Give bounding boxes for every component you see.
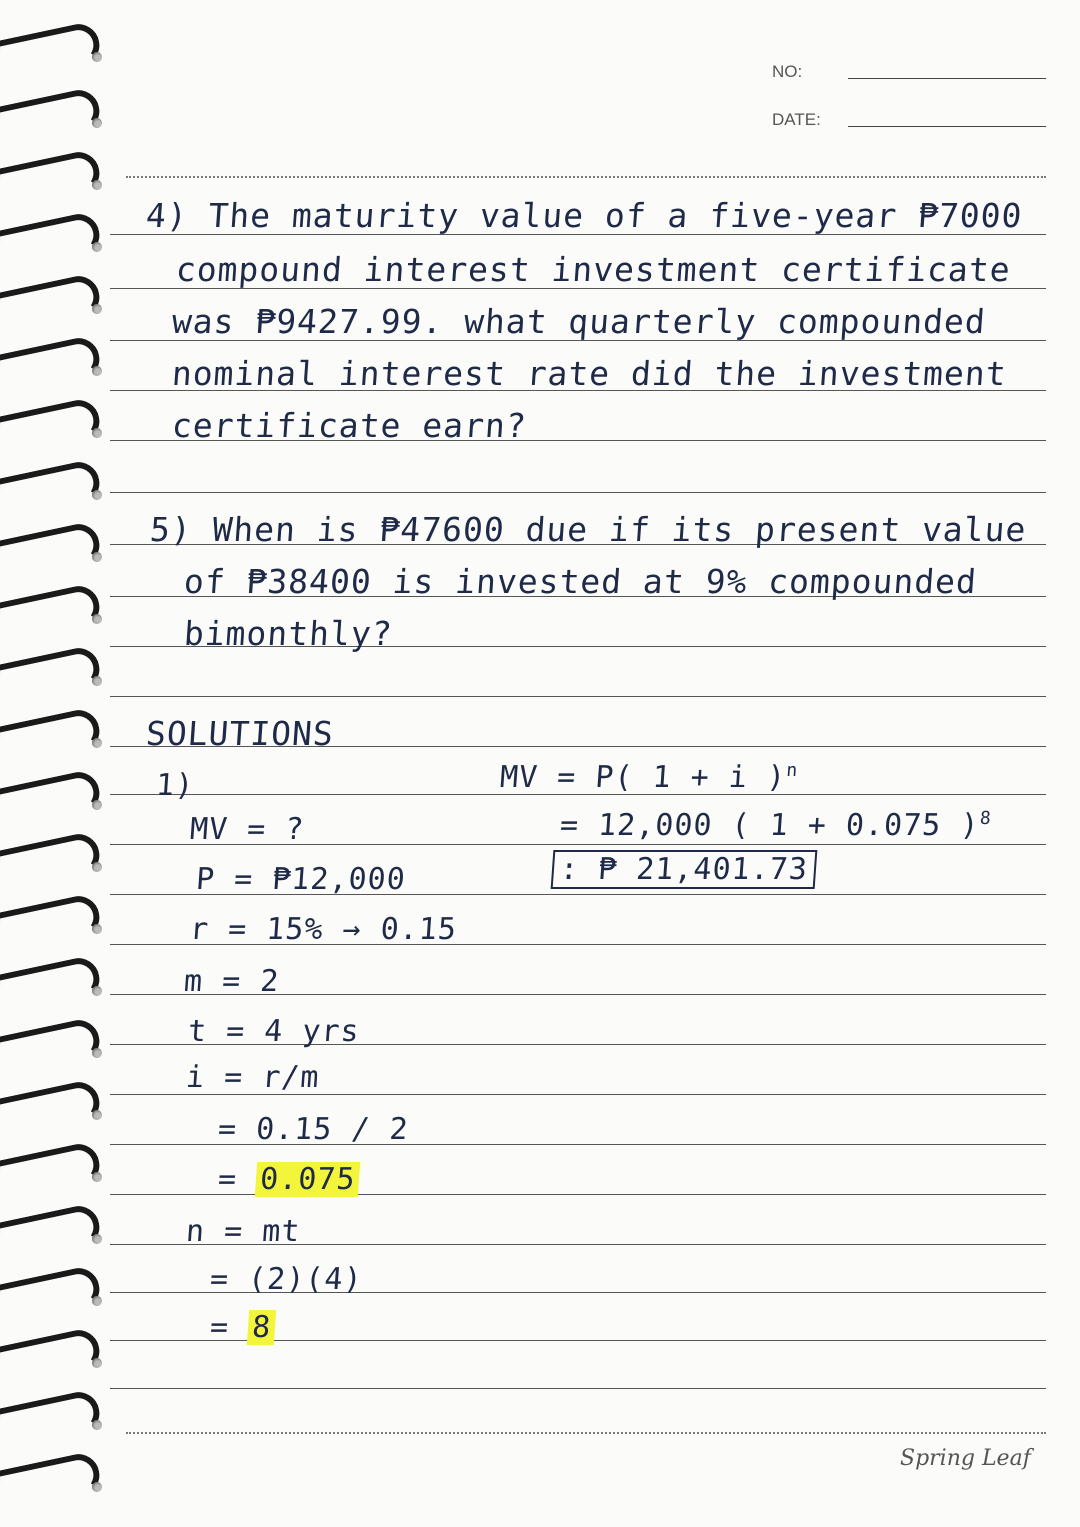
problem-5-line: bimonthly? (182, 614, 395, 653)
answer-box: : ₱ 21,401.73 (551, 850, 818, 889)
problem-4-line: certificate earn? (170, 406, 529, 445)
ruled-line (110, 492, 1046, 493)
given-mv: MV = ? (188, 812, 306, 847)
given-t: t = 4 yrs (186, 1014, 361, 1049)
spiral-binding (0, 0, 120, 1527)
equals-sign: = (208, 1310, 231, 1345)
ruled-line (110, 696, 1046, 697)
solution-number: 1) (154, 768, 196, 803)
ruled-line (110, 1388, 1046, 1389)
given-rate: r = 15% → 0.15 (188, 912, 459, 947)
final-answer (551, 852, 817, 887)
bottom-dotted-line (126, 1432, 1046, 1434)
problem-4-line: 4) The maturity value of a five-year ₱7000 (144, 196, 1024, 235)
no-field-line (848, 78, 1046, 79)
mv-formula-exponent: n (785, 760, 800, 781)
mv-substitution-exponent: 8 (979, 808, 993, 829)
mv-substitution (559, 808, 993, 843)
problem-4-line: compound interest investment certificate (174, 250, 1013, 289)
given-m: m = 2 (182, 964, 281, 999)
mv-formula-base: MV = P( 1 + i ) (498, 760, 788, 795)
formula-i: i = r/m (184, 1060, 321, 1095)
equals-sign: = (216, 1162, 239, 1197)
solutions-heading: SOLUTIONS (144, 714, 336, 753)
brand-logo: Spring Leaf (900, 1446, 1031, 1471)
n-value-highlight: 8 (247, 1310, 277, 1345)
problem-5-line: 5) When is ₱47600 due if its present value (148, 510, 1028, 549)
problem-4-line: was ₱9427.99. what quarterly compounded (170, 302, 988, 341)
no-label: NO: (772, 62, 803, 81)
top-dotted-line (126, 176, 1046, 178)
mv-substitution-base: = 12,000 ( 1 + 0.075 ) (558, 808, 981, 843)
formula-n: n = mt (184, 1214, 302, 1249)
n-substitution: = (2)(4) (208, 1262, 364, 1297)
i-value-highlight: 0.075 (255, 1162, 361, 1197)
mv-formula (499, 760, 799, 795)
problem-4-line: nominal interest rate did the investment (170, 354, 1009, 393)
n-result (209, 1310, 277, 1345)
given-principal: P = ₱12,000 (194, 862, 407, 897)
i-substitution: = 0.15 / 2 (216, 1112, 410, 1147)
problem-5-line: of ₱38400 is invested at 9% compounded (182, 562, 979, 601)
date-label: DATE: (772, 110, 821, 129)
date-field-line (848, 126, 1046, 127)
i-result (217, 1162, 361, 1197)
